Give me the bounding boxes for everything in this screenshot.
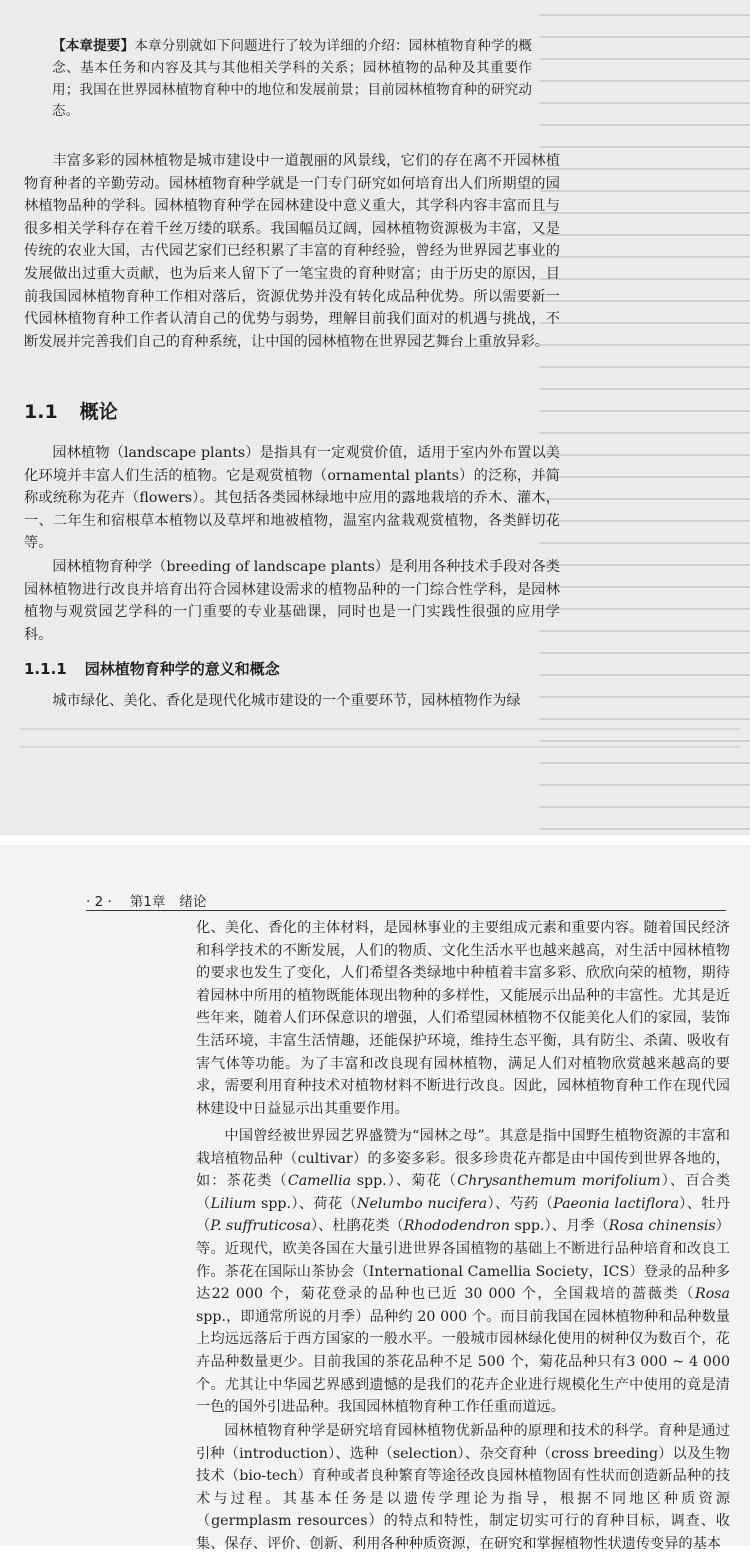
species-name: Rhododendron [403,1218,510,1235]
species-name: Lilium [210,1195,257,1212]
species-name: Chrysanthemum morifolium [457,1173,661,1190]
continued-paragraph: 化、美化、香化的主体材料，是园林事业的主要组成元素和重要内容。随着国民经济和科学技术的不断发展，人们的物质、文化生活水平也越来越高，对生活中园林植物的要求也发生了变化，人们希望各类绿地中种植着丰富多彩、欣欣向荣的植物，期待着园林中所用的植物既能体现出物种的多样性，又能展示出品种的丰富性。尤其是近些年来，随着人们环保意识的增强，人们希望园林植物不仅能美化人们的家园，装饰生活环境，丰富生活情趣，还能保护环境，维持生态平衡，具有防尘、杀菌、吸收有害气体等功能。为了丰富和改良现有园林植物，满足人们对植物欣赏越来越高的要求，需要利用育种技术对植物材料不断进行改良。因此，园林植物育种工作在现代园林建设中日益显示出其重要作用。 [196,920,730,1117]
abstract-tag: 【本章提要】 [52,38,135,54]
subsection-title: 园林植物育种学的意义和概念 [84,660,280,678]
definition-breeding: 园林植物育种学（breeding of landscape plants）是利用各种技术手段对各类园林植物进行改良并培育出符合园林建设需求的植物品种的一门综合性学科，是园林植物与观赏园艺学科的一门重要的专业基础课，同时也是一门实践性很强的应用学科。 [24,559,560,643]
section-heading-1-1 [24,397,118,424]
bleed-through-text [540,0,750,835]
species-name: Rosa [695,1286,730,1303]
section-title: 概论 [79,401,118,423]
species-name: Camellia [287,1173,352,1190]
section-number: 1.1 [24,401,58,423]
definition-paragraph: 园林植物育种学是研究培育园林植物优新品种的原理和技术的科学。育种是通过引种（introduction）、选种（selection）、杂交育种（cross breeding）以及生物技术（bio-tech）育种或者良种繁育等途径改良园林植物固有性状而创造新品种的技术与过程。其基本任务是以遗传学理论为指导，根据不同地区种质资源（germplasm resources）的特点和特性，制定切实可行的育种目标，调查、收集、保存、评价、创新、利用各种种质资源，在研究和掌握植物性状遗传变异的基本 [196,1423,730,1552]
section-paragraph-start: 城市绿化、美化、香化是现代化城市建设的一个重要环节，园林植物作为绿 [52,693,521,709]
definition-landscape-plants: 园林植物（landscape plants）是指具有一定观赏价值，适用于室内外布置以美化环境并丰富人们生活的植物。它是观赏植物（ornamental plants）的泛称，并简称或统称为花卉（flowers）。其包括各类园林绿地中应用的露地栽培的乔木、灌木，一、二年生和宿根草本植物以及草坪和地被植物，温室内盆栽观赏植物，各类鲜切花等。 [24,445,560,552]
running-header [86,890,726,910]
section-heading-1-1-1 [24,658,280,679]
header-rule [86,910,726,911]
species-name: P. suffruticosa [210,1218,311,1235]
species-name: Rosa chinensis [608,1218,716,1235]
intro-paragraph: 丰富多彩的园林植物是城市建设中一道靓丽的风景线，它们的存在离不开园林植物育种者的辛勤劳动。园林植物育种学就是一门专门研究如何培育出人们所期望的园林植物品种的学科。园林植物育种学在园林建设中意义重大，其学科内容丰富而且与很多相关学科存在着千丝万缕的联系。我国幅员辽阔，园林植物资源极为丰富，又是传统的农业大国，古代园艺家们已经积累了丰富的育种经验，曾经为世界园艺事业的发展做出过重大贡献，也为后来人留下了一笔宝贵的育种财富；由于历史的原因，目前我国园林植物育种工作相对落后，资源优势并没有转化成品种优势。所以需要新一代园林植物育种工作者认清自己的优势与弱势，理解目前我们面对的机遇与挑战，不断发展并完善我们自己的育种系统，让中国的园林植物在世界园艺舞台上重放异彩。 [24,153,560,350]
chapter-title: 绪论 [179,894,207,910]
chapter-abstract [52,36,532,123]
bleed-through-text-bottom [20,720,740,760]
subsection-number: 1.1.1 [24,660,67,678]
species-name: Nelumbo nucifera [357,1195,488,1212]
page-number: · 2 · [86,894,112,910]
mother-of-gardens-paragraph: 中国曾经被世界园艺界盛赞为“园林之母”。其意是指中国野生植物资源的丰富和栽培植物品种（cultivar）的多姿多彩。很多珍贵花卉都是由中国传到世界各地的，如：茶花类（Camellia spp.）、菊花（Chrysanthemum morifolium）、百合类（Lilium spp.）、荷花（Nelumbo nucifera）、芍药（Paeonia lactiflora）、牡丹（P. suffruticosa）、杜鹃花类（Rhododendron spp.）、月季（Rosa chinensis）等。近现代，欧美各国在大量引进世界各国植物的基础上不断进行品种培育和改良工作。茶花在国际山茶协会（International Camellia Society，ICS）登录的品种多达22 000 个，菊花登录的品种也已近 30 000 个，全国栽培的蔷薇类（Rosa spp.，即通常所说的月季）品种约 20 000 个。而目前我国在园林植物种和品种数量上均远远落后于西方国家的一般水平。一般城市园林绿化使用的树种仅为数百个，花卉品种数量更少。目前我国的茶花品种不足 500 个，菊花品种只有3 000 ~ 4 000 个。尤其让中华园艺界感到遗憾的是我们的花卉企业进行规模化生产中使用的竟是清一色的国外引进品种。我国园林植物育种工作任重而道远。 [196,1128,731,1416]
chapter-label: 第1章 [129,894,166,910]
species-name: Paeonia lactiflora [553,1195,679,1212]
abstract-text: 本章分别就如下问题进行了较为详细的介绍：园林植物育种学的概念、基本任务和内容及其与其他相关学科的关系；园林植物的品种及其重要作用；我国在世界园林植物育种中的地位和发展前景；目前园林植物育种的研究动态。 [52,38,533,120]
